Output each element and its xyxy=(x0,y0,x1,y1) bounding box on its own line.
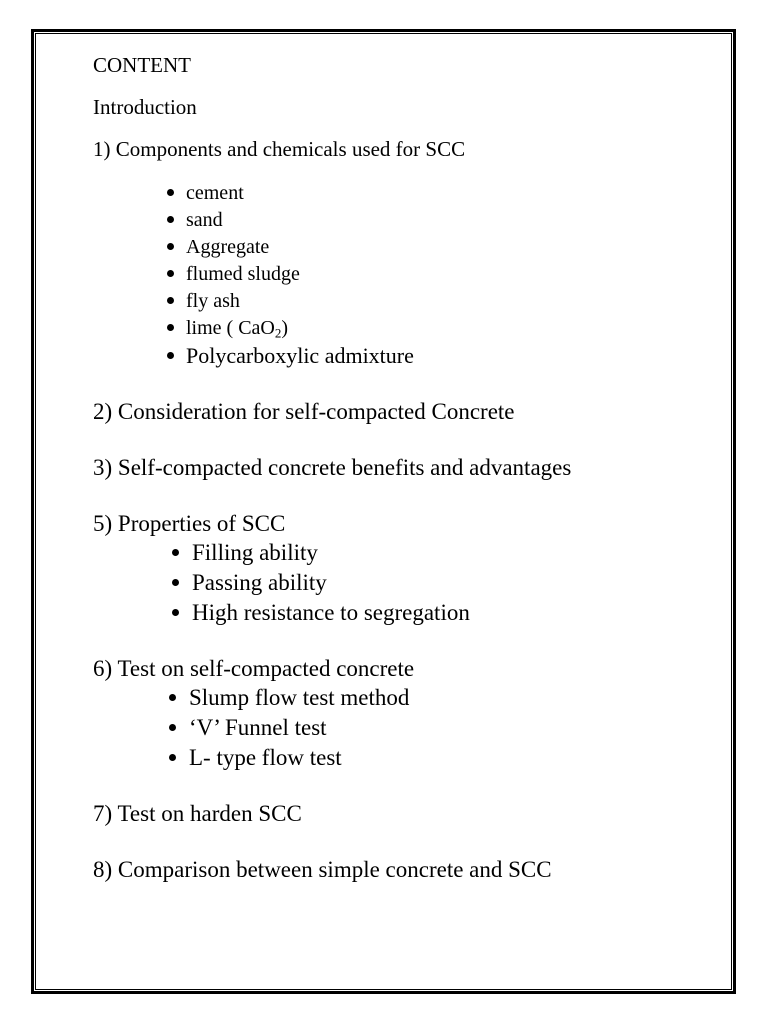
list-item-l-type-flow: L- type flow test xyxy=(189,745,342,770)
list-item-fly-ash: fly ash xyxy=(186,290,240,312)
bullet-icon xyxy=(167,243,174,250)
bullet-icon xyxy=(169,694,176,701)
lime-subscript: 2 xyxy=(274,325,282,341)
section-2-title: 2) Consideration for self-compacted Concrete xyxy=(93,399,515,424)
bullet-icon xyxy=(169,754,176,761)
section-3-title: 3) Self-compacted concrete benefits and advantages xyxy=(93,455,572,480)
list-item-slump-flow: Slump flow test method xyxy=(189,685,410,710)
bullet-icon xyxy=(172,549,179,556)
section-8-title: 8) Comparison between simple concrete and SCC xyxy=(93,857,552,882)
list-item-passing-ability: Passing ability xyxy=(192,570,327,595)
section-1-title: 1) Components and chemicals used for SCC xyxy=(93,137,466,161)
bullet-icon xyxy=(167,297,174,304)
list-item-lime xyxy=(186,317,289,341)
list-item-v-funnel: ‘V’ Funnel test xyxy=(189,715,327,740)
list-item-resistance-segregation: High resistance to segregation xyxy=(192,600,470,625)
lime-prefix: lime ( CaO xyxy=(186,317,275,339)
bullet-icon xyxy=(167,270,174,277)
section-7-title: 7) Test on harden SCC xyxy=(93,801,302,826)
list-item-filling-ability: Filling ability xyxy=(192,540,318,565)
list-item-flumed-sludge: flumed sludge xyxy=(186,263,300,285)
introduction-line: Introduction xyxy=(93,95,197,119)
list-item-aggregate: Aggregate xyxy=(186,236,270,258)
content-heading: CONTENT xyxy=(93,53,191,77)
list-item-cement: cement xyxy=(186,182,244,204)
bullet-icon xyxy=(167,216,174,223)
list-item-polycarboxylic-admixture: Polycarboxylic admixture xyxy=(186,343,414,368)
bullet-icon xyxy=(167,352,174,359)
section-6-title: 6) Test on self-compacted concrete xyxy=(93,656,415,681)
bullet-icon xyxy=(167,189,174,196)
lime-suffix: ) xyxy=(281,317,289,339)
bullet-icon xyxy=(172,609,179,616)
list-item-sand: sand xyxy=(186,209,223,231)
section-5-title: 5) Properties of SCC xyxy=(93,511,286,536)
bullet-icon xyxy=(167,324,174,331)
bullet-icon xyxy=(172,579,179,586)
bullet-icon xyxy=(169,724,176,731)
